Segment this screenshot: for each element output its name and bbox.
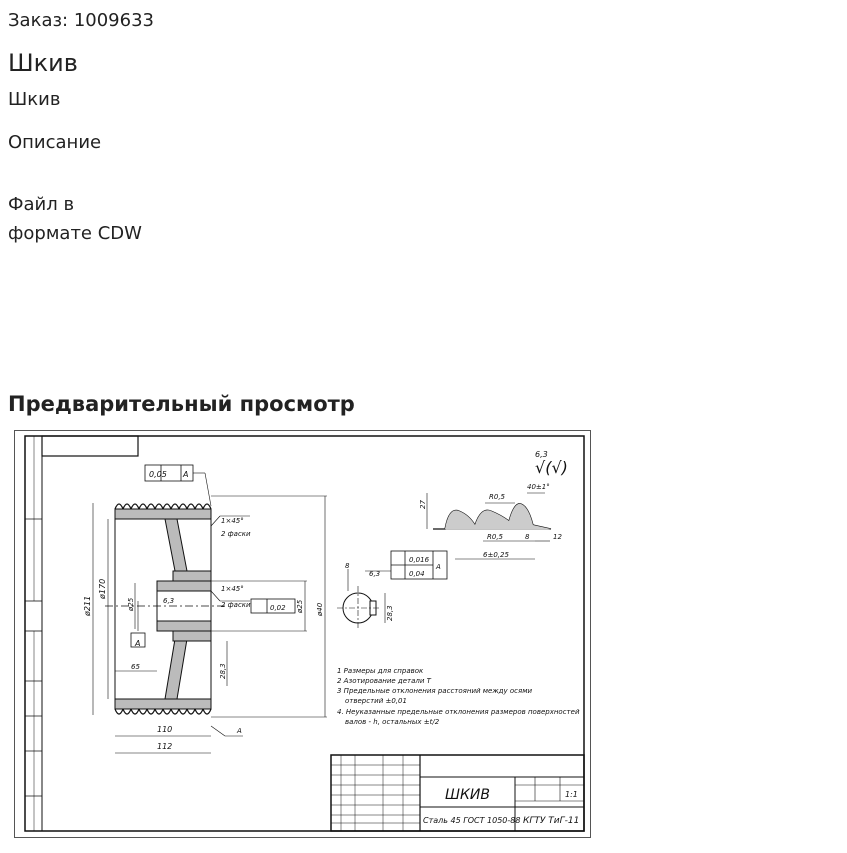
description-label: Описание <box>8 132 102 153</box>
product-subtitle: Шкив <box>8 89 61 110</box>
svg-text:8: 8 <box>345 562 350 570</box>
svg-text:1×45°: 1×45° <box>221 585 244 593</box>
material: Сталь 45 ГОСТ 1050-88 <box>423 816 521 825</box>
drawing-preview-image[interactable] <box>14 430 591 838</box>
svg-text:6,3: 6,3 <box>163 597 175 605</box>
svg-text:ø25: ø25 <box>296 599 304 613</box>
svg-text:8: 8 <box>525 533 530 541</box>
technical-notes <box>337 667 580 726</box>
svg-text:2 фаски: 2 фаски <box>221 601 251 609</box>
svg-text:28,3: 28,3 <box>386 605 394 621</box>
svg-text:3 Предельные отклонения рассто: 3 Предельные отклонения расстояний между осями <box>337 687 533 695</box>
svg-text:27: 27 <box>419 500 427 509</box>
svg-text:4. Неуказанные предельные откл: 4. Неуказанные предельные отклонения размеров поверхностей <box>337 708 580 716</box>
svg-text:валов - h, остальных ±t/2: валов - h, остальных ±t/2 <box>345 718 440 726</box>
scale: 1:1 <box>565 790 578 799</box>
bore-dimension-labels <box>345 556 441 621</box>
svg-text:112: 112 <box>157 742 173 751</box>
svg-text:40±1°: 40±1° <box>527 483 550 491</box>
svg-text:6,3: 6,3 <box>369 570 381 578</box>
svg-text:ø25: ø25 <box>127 597 135 611</box>
svg-text:ø40: ø40 <box>316 602 324 616</box>
svg-text:А: А <box>183 470 189 479</box>
tooth-profile-detail <box>427 493 551 559</box>
svg-text:0,05: 0,05 <box>149 470 167 479</box>
svg-text:ø170: ø170 <box>98 578 107 599</box>
svg-text:2 фаски: 2 фаски <box>221 530 251 538</box>
svg-text:110: 110 <box>157 725 173 734</box>
svg-text:0,04: 0,04 <box>409 570 425 578</box>
part-name: ШКИВ <box>445 787 490 803</box>
svg-text:0,02: 0,02 <box>270 604 286 612</box>
svg-text:1×45°: 1×45° <box>221 517 244 525</box>
file-format-line-1: Файл в <box>8 194 75 215</box>
svg-text:2 Азотирование детали Т: 2 Азотирование детали Т <box>337 677 431 685</box>
svg-text:6,3: 6,3 <box>535 450 548 459</box>
order-number: Заказ: 1009633 <box>8 10 154 31</box>
svg-text:ø211: ø211 <box>83 595 92 616</box>
tooth-dimension-labels <box>419 450 568 559</box>
svg-text:А: А <box>237 727 242 735</box>
svg-text:А: А <box>436 563 441 571</box>
svg-text:А: А <box>135 639 141 648</box>
technical-drawing <box>15 431 590 837</box>
svg-text:0,016: 0,016 <box>409 556 430 564</box>
svg-text:R0,5: R0,5 <box>487 533 503 541</box>
svg-text:28,3: 28,3 <box>219 663 227 679</box>
svg-text:R0,5: R0,5 <box>489 493 505 501</box>
designation: КГТУ ТиГ-11 <box>523 816 580 826</box>
svg-text:1 Размеры для справок: 1 Размеры для справок <box>337 667 424 675</box>
svg-text:65: 65 <box>131 663 140 671</box>
svg-text:12: 12 <box>553 533 562 541</box>
svg-text:√(√): √(√) <box>535 458 568 477</box>
svg-text:отверстий ±0,01: отверстий ±0,01 <box>345 697 407 705</box>
preview-heading: Предварительный просмотр <box>8 392 355 416</box>
svg-text:6±0,25: 6±0,25 <box>483 551 509 559</box>
product-title: Шкив <box>8 49 78 77</box>
file-format-line-2: формате CDW <box>8 223 142 244</box>
